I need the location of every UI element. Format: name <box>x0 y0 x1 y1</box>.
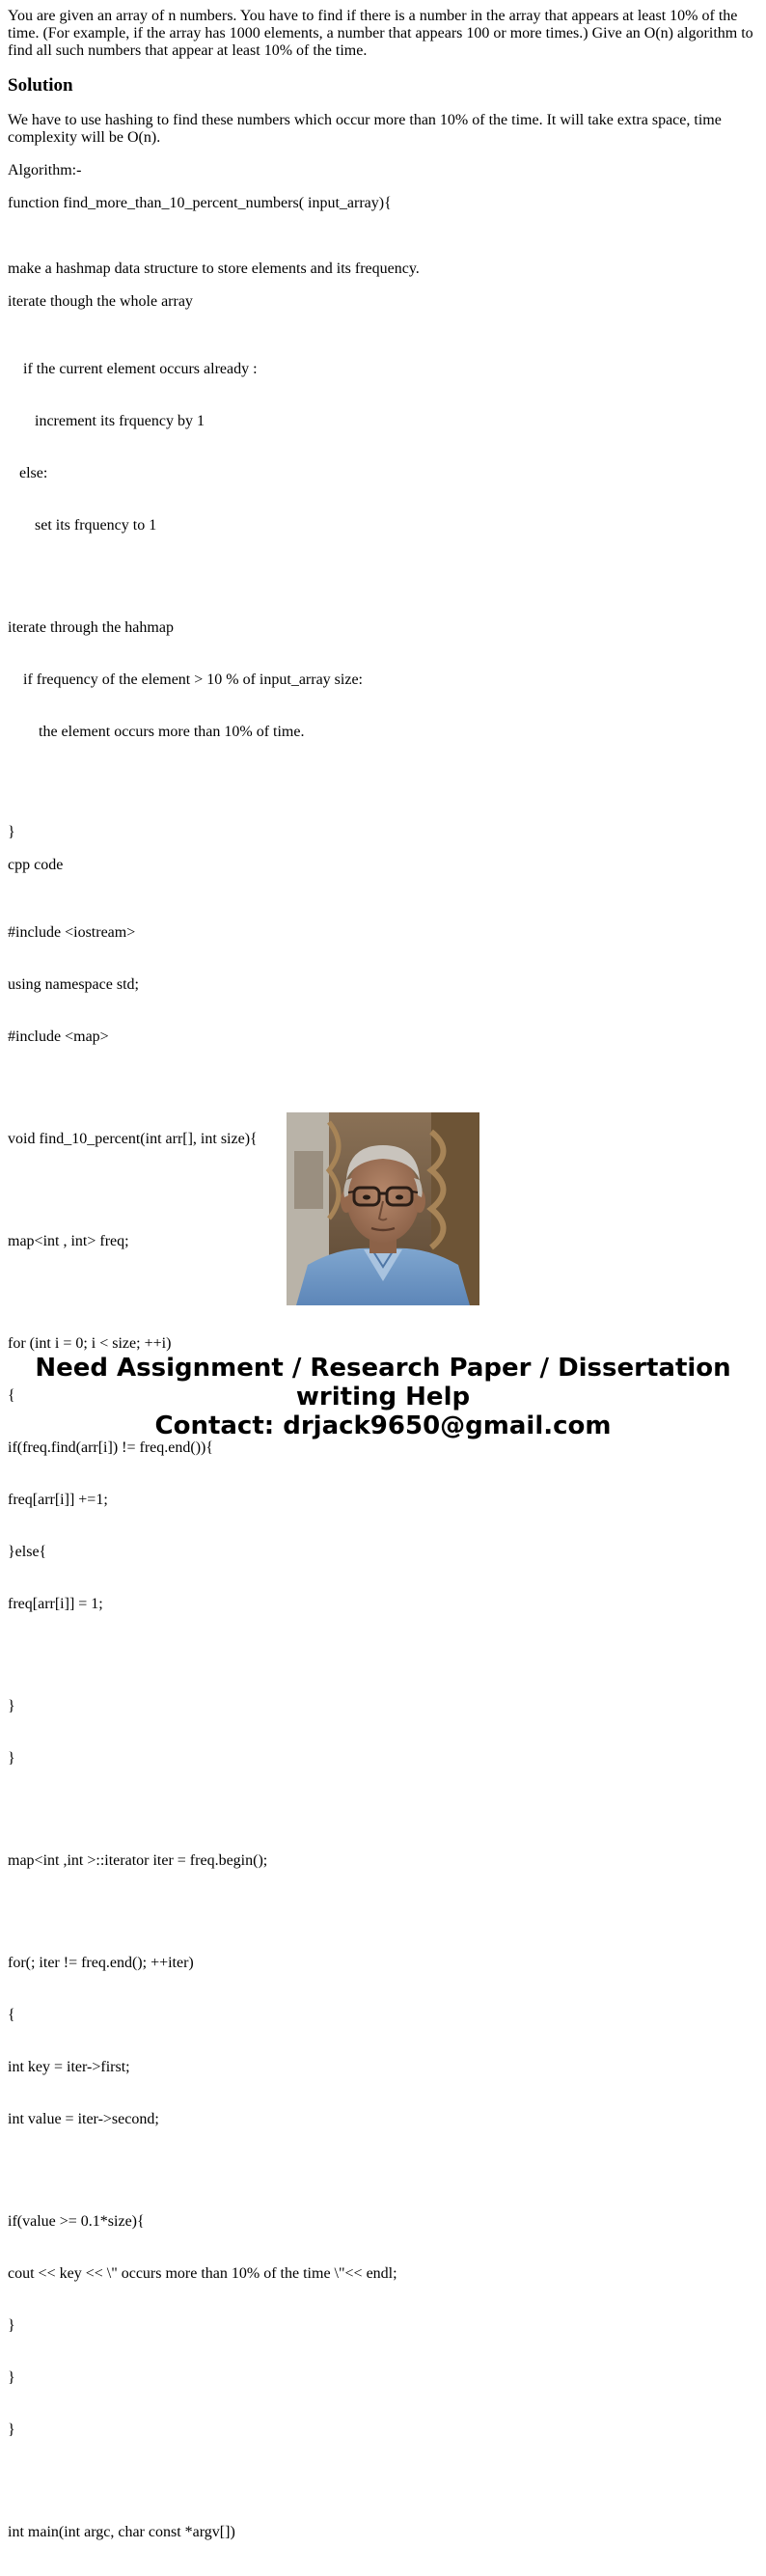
algo-if-line: if the current element occurs already : <box>8 361 258 377</box>
code-block <box>8 2489 758 2576</box>
code-block <box>8 2179 758 2474</box>
code-line: if(freq.find(arr[i]) != freq.end()){ <box>8 1439 214 1456</box>
algo-else-line: else: <box>8 465 48 481</box>
code-line: cout << key << \" occurs more than 10% of the time \"<< endl; <box>8 2265 397 2282</box>
code-line: for(; iter != freq.end(); ++iter) <box>8 1955 194 1971</box>
solution-heading: Solution <box>8 75 73 96</box>
code-line: } <box>8 2370 15 2386</box>
algo-occurs-line: the element occurs more than 10% of time. <box>8 724 305 740</box>
code-line: if(value >= 0.1*size){ <box>8 2213 145 2230</box>
contact-line: Contact: drjack9650@gmail.com <box>154 1411 612 1440</box>
code-block <box>8 1663 758 1802</box>
algo-hashmap: make a hashmap data structure to store elements and its frequency. <box>8 260 420 277</box>
code-block <box>8 1301 758 1648</box>
code-line: { <box>8 1387 15 1404</box>
code-line: for (int i = 0; i < size; ++i) <box>8 1335 172 1352</box>
algo-iterate-map: iterate through the hahmap <box>8 619 174 636</box>
cpp-label: cpp code <box>8 857 64 873</box>
code-block <box>8 1920 758 2163</box>
spacer <box>8 228 758 260</box>
algo-if-frequency: if frequency of the element > 10 % of input_array size: <box>8 671 363 688</box>
algo-close-brace: } <box>8 824 15 840</box>
code-block <box>8 1818 758 1905</box>
code-line: int key = iter->first; <box>8 2059 130 2075</box>
algorithm-label: Algorithm:- <box>8 162 82 178</box>
code-line: void find_10_percent(int arr[], int size){ <box>8 1131 258 1147</box>
author-avatar <box>287 1112 479 1305</box>
banner-line: Need Assignment / Research Paper / Dissertation <box>35 1354 731 1383</box>
question-text: You are given an array of n numbers. You have to find if there is a number in the array that appears at least 10% of the time. (For example, if the array has 1000 elements, a number that appears 100 or more times.) Give an O(n) algorithm to find all such numbers that appear at least 10% of the time. <box>8 8 757 59</box>
solution-intro: We have to use hashing to find these numbers which occur more than 10% of the time. It will take extra space, time complexity will be O(n). <box>8 112 725 146</box>
code-line: freq[arr[i]] = 1; <box>8 1596 103 1612</box>
algo-set-line: set its frquency to 1 <box>8 517 157 534</box>
code-line: #include <iostream> <box>8 924 136 941</box>
code-line: int main(int argc, char const *argv[]) <box>8 2524 235 2540</box>
code-block <box>8 890 758 1081</box>
code-line: using namespace std; <box>8 976 139 993</box>
function-signature: function find_more_than_10_percent_numbers( input_array){ <box>8 195 392 211</box>
code-line: } <box>8 1698 15 1714</box>
code-line: int value = iter->second; <box>8 2111 159 2127</box>
code-line: { <box>8 2007 15 2023</box>
algo-iterate: iterate though the whole array <box>8 293 193 310</box>
algo-map-block <box>8 585 758 776</box>
code-line: }else{ <box>8 1544 47 1560</box>
code-line: } <box>8 2317 15 2334</box>
algo-increment-line: increment its frquency by 1 <box>8 413 205 429</box>
help-banner <box>0 1354 766 1440</box>
code-line: freq[arr[i]] +=1; <box>8 1492 108 1508</box>
algo-if-block <box>8 326 758 569</box>
banner-line: writing Help <box>295 1383 471 1411</box>
author-photo <box>287 1112 479 1305</box>
code-line: map<int , int> freq; <box>8 1233 129 1249</box>
code-line: map<int ,int >::iterator iter = freq.begin(); <box>8 1852 268 1869</box>
code-line: #include <map> <box>8 1028 109 1045</box>
code-line: } <box>8 1750 15 1767</box>
spacer <box>8 791 758 824</box>
code-line: } <box>8 2422 15 2438</box>
